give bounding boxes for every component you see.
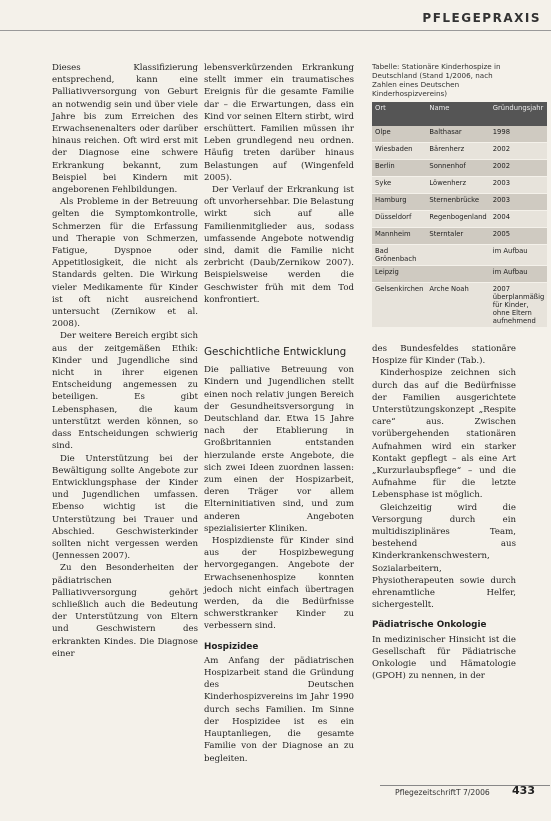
- table-cell: Regenbogenland: [426, 211, 489, 228]
- table-cell: Mannheim: [372, 228, 426, 245]
- table-cell: 1998: [490, 126, 548, 143]
- table-row: [372, 143, 547, 160]
- table-row: [372, 194, 547, 211]
- table-cell: [426, 245, 489, 266]
- paragraph: Der weitere Bereich ergibt sich aus der zeitgemäßen Ethik: Kinder und Jugendliche sind nicht in ihrer eigenen Entscheidung angemessen zu beteiligen. Es gibt Lebensphasen, die kaum unterstützt werden können, so dass Entscheidungen schwierig sind.: [52, 331, 198, 452]
- table-header: Ort: [372, 102, 426, 126]
- table-cell: Hamburg: [372, 194, 426, 211]
- table-row: [372, 266, 547, 283]
- hospice-table: [372, 102, 547, 328]
- table-cell: 2003: [490, 194, 548, 211]
- table-cell: [426, 266, 489, 283]
- table-cell: 2004: [490, 211, 548, 228]
- subheading: Hospizidee: [204, 641, 259, 652]
- hospice-table-box: [372, 62, 545, 325]
- table-cell: Sonnenhof: [426, 160, 489, 177]
- table-cell: 2005: [490, 228, 548, 245]
- paragraph: Gleichzeitig wird die Versorgung durch ein multidisziplinäres Team, bestehend aus Kinderkrankenschwestern, Sozialarbeitern, Physiotherapeuten sowie durch ehrenamtliche Helfer, sichergestellt.: [372, 502, 516, 611]
- table-cell: Sternenbrücke: [426, 194, 489, 211]
- middle-column-top: [204, 62, 354, 372]
- table-cell: Gelsenkirchen: [372, 283, 426, 328]
- table-row: [372, 160, 547, 177]
- table-cell: Düsseldorf: [372, 211, 426, 228]
- section-heading: Geschichtliche Entwicklung: [204, 346, 347, 358]
- table-cell: Wiesbaden: [372, 143, 426, 160]
- table-header: Gründungsjahr: [490, 102, 548, 126]
- subheading: Pädiatrische Onkologie: [372, 620, 487, 631]
- table-cell: 2007 überplanmäßig für Kinder, ohne Eltern aufnehmend: [490, 283, 548, 328]
- right-column: [372, 343, 516, 743]
- table-cell: 2002: [490, 143, 548, 160]
- paragraph: Kinderhospize zeichnen sich durch das auf die Bedürfnisse der Familien ausgerichtete Unterstützungskonzept „Respite care“ aus. Zwischen vorübergehenden stationären Aufnahmen wird ein starker Kontakt gepflegt – als eine Art „Kurzurlaubspflege“ – und die Aufnahme für die letzte Lebensphase ist möglich.: [372, 368, 516, 501]
- paragraph: Zu den Besonderheiten der pädiatrischen Palliativversorgung gehört schließlich auch die Bedeutung der Unterstützung von Eltern und Geschwistern des erkrankten Kindes. Die Diagnose einer: [52, 563, 198, 659]
- left-column: [52, 62, 198, 762]
- table-row: [372, 126, 547, 143]
- table-row: [372, 211, 547, 228]
- table-cell: Balthasar: [426, 126, 489, 143]
- table-header: Name: [426, 102, 489, 126]
- paragraph: Als Probleme in der Betreuung gelten die Symptomkontrolle, Schmerzen für die Erfassung und Therapie von Schmerzen, Fatigue, Dyspnoe oder Appetitlosigkeit, die nicht als Standards gelten. Die Wirkung vieler Medikamente für Kinder ist oft nicht ausreichend untersucht (Zernikow et al. 2008).: [52, 197, 198, 330]
- table-cell: Sterntaler: [426, 228, 489, 245]
- middle-column-bottom: [204, 340, 354, 764]
- table-cell: 2003: [490, 177, 548, 194]
- table-cell: Arche Noah: [426, 283, 489, 328]
- table-cell: 2002: [490, 160, 548, 177]
- paragraph: In medizinischer Hinsicht ist die Gesellschaft für Pädiatrische Onkologie und Hämatologie (GPOH) zu nennen, in der: [372, 634, 516, 682]
- paragraph: Der Verlauf der Erkrankung ist oft unvorhersehbar. Die Belastung wirkt sich auf alle Familienmitglieder aus, sodass umfassende Angebote notwendig sind, damit die Familie nicht zerbricht (Daub/Zernikow 2007). Beispielsweise werden die Geschwister früh mit dem Tod konfrontiert.: [204, 185, 354, 305]
- table-cell: Syke: [372, 177, 426, 194]
- table-row: [372, 245, 547, 266]
- table-cell: Löwenherz: [426, 177, 489, 194]
- table-cell: Olpe: [372, 126, 426, 143]
- paragraph: lebensverkürzenden Erkrankung stellt immer ein traumatisches Ereignis für die gesamte Familie dar – die Erwartungen, dass ein Kind vor seinen Eltern stirbt, wird erschüttert. Familien müssen ihr Leben grundlegend neu ordnen. Häufig treten darüber hinaus Belastungen auf (Wingenfeld 2005).: [204, 63, 354, 183]
- section-title-header: PFLEGEPRAXIS: [422, 11, 541, 25]
- page-number: 433: [512, 784, 535, 797]
- paragraph: Die palliative Betreuung von Kindern und Jugendlichen stellt einen noch relativ jungen Bereich der Gesundheitsversorgung in Deutschland dar. Etwa 15 Jahre nach der Etablierung in Großbritannien entstanden hierzulande erste Angebote, die sich zwei Ideen zuordnen lassen: zum einen der Hospizarbeit, deren Träger vor allem Elterninitiativen sind, und zum anderen Angeboten spezialisierter Kliniken.: [204, 365, 354, 534]
- table-row: [372, 177, 547, 194]
- paragraph: Dieses Klassifizierung entsprechend, kann eine Palliativversorgung von Geburt an notwendig sein und über viele Jahre bis zum Erreichen des Erwachsenenalters oder darüber hinaus reichen. Oft wird erst mit der Diagnose eine schwere Erkrankung bekannt, zum Beispiel bei Kindern mit angeborenen Fehlbildungen.: [52, 63, 198, 196]
- table-cell: Leipzig: [372, 266, 426, 283]
- table-cell: Bärenherz: [426, 143, 489, 160]
- journal-footer: PflegezeitschriftT 7/2006: [395, 788, 490, 797]
- table-cell: im Aufbau: [490, 245, 548, 266]
- table-row: [372, 228, 547, 245]
- paragraph: Am Anfang der pädiatrischen Hospizarbeit stand die Gründung des Deutschen Kinderhospizvereins im Jahr 1990 durch sechs Familien. Im Sinne der Hospizidee ist es ein Hauptanliegen, die gesamte Familie von der Diagnose an zu begleiten.: [204, 655, 354, 764]
- table-cell: Bad Grönenbach: [372, 245, 426, 266]
- table-cell: im Aufbau: [490, 266, 548, 283]
- table-cell: Berlin: [372, 160, 426, 177]
- paragraph: des Bundesfeldes stationäre Hospize für Kinder (Tab.).: [372, 344, 516, 367]
- table-row: [372, 283, 547, 328]
- table-caption: Tabelle: Stationäre Kinderhospize in Deutschland (Stand 1/2006, nach Zahlen eines Deutschen Kinderhospizvereins): [372, 62, 501, 98]
- paragraph: Hospizdienste für Kinder sind aus der Hospizbewegung hervorgegangen. Angebote der Erwachsenenhospize konnten jedoch nicht einfach übertragen werden, da die Bedürfnisse schwerstkranker Kinder zu verbessern sind.: [204, 536, 354, 632]
- paragraph: Die Unterstützung bei der Bewältigung sollte Angebote zur Entwicklungsphase der Kinder und Jugendlichen umfassen. Ebenso wichtig ist die Unterstützung bei Trauer und Abschied. Geschwisterkinder sollten nicht vergessen werden (Jennessen 2007).: [52, 453, 198, 562]
